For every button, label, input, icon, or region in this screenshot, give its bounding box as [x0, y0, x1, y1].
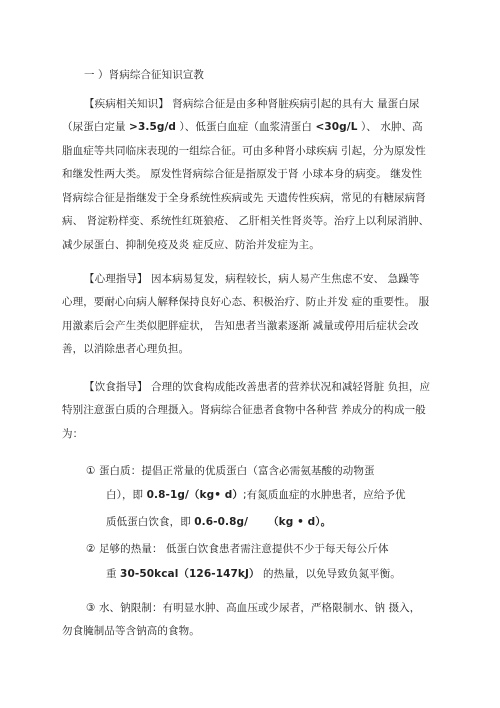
knowledge-paragraph-line-5: 肾病综合征是指继发于全身系统性疾病或先 天遗传性疾病，常见的有糖尿病肾 — [62, 192, 426, 204]
calorie-value: 30-50kcal（126-147kJ） — [120, 568, 260, 580]
diet-paragraph-line-1: 【饮食指导】 合理的饮食构成能改善患者的营养状况和减轻肾脏 负担，应 — [84, 381, 431, 393]
water-sodium-item-line-1: ③ 水、钠限制：有明显水肿、高血压或少尿者，严格限制水、钠 摄入， — [86, 602, 421, 614]
knowledge-paragraph-line-3: 脂血症等共同临床表现的一组综合征。可由多种肾小球疾病 引起，分为原发性 — [62, 145, 426, 157]
psych-paragraph-line-4: 善，以消除患者心理负担。 — [62, 343, 190, 355]
calorie-item-line-1: ② 足够的热量： 低蛋白饮食患者需注意提供不少于每天每公斤体 — [86, 543, 389, 555]
text-run: （尿蛋白定量 — [62, 121, 130, 133]
water-sodium-item-line-2: 勿食腌制品等含钠高的食物。 — [62, 625, 200, 637]
text-run: ）、低蛋白血症（血浆清蛋白 — [176, 121, 316, 133]
protein-intake-value: 0.8-1g/（kg• d） — [146, 489, 243, 501]
protein-item-line-2 — [106, 488, 406, 502]
text-run: ;有氮质血症的水肿患者，应给予优 — [243, 489, 406, 501]
knowledge-paragraph-line-1: 【疾病相关知识】 肾病综合征是由多种肾脏疾病引起的具有大 量蛋白尿 — [84, 98, 420, 110]
text-run: 重 — [106, 568, 121, 580]
psych-paragraph-line-2: 心理，要耐心向病人解释保持良好心态、积极治疗、防止并发 症的重要性。 服 — [62, 296, 430, 308]
protein-item-line-1: ① 蛋白质：提倡正常量的优质蛋白（富含必需氨基酸的动物蛋 — [86, 465, 375, 477]
diet-paragraph-line-2: 特别注意蛋白质的合理摄入。肾病综合征患者食物中各种营 养成分的构成一般 — [62, 404, 426, 416]
albumin-threshold: <30g/L — [315, 121, 358, 133]
knowledge-paragraph-line-4: 和继发性两大类。 原发性肾病综合征是指原发于肾 小球本身的病变。 继发性 — [62, 168, 423, 180]
knowledge-paragraph-line-7: 减少尿蛋白、抑制免疫及炎 症反应、防治并发症为主。 — [62, 239, 320, 251]
protein-item-line-3 — [106, 515, 331, 529]
text-run: 的热量，以免导致负氮平衡。 — [259, 568, 401, 580]
text-run: ）、 水肿、高 — [357, 121, 423, 133]
knowledge-paragraph-line-6: 病、 肾淀粉样变、系统性红斑狼疮、 乙肝相关性肾炎等。治疗上以利尿消肿、 — [62, 215, 430, 227]
diet-paragraph-line-3: 为： — [62, 428, 84, 440]
low-protein-intake-value: 0.6-0.8g/ — [194, 516, 249, 528]
text-run: 白），即 — [106, 489, 147, 501]
text-run: 。 — [320, 516, 332, 528]
proteinuria-threshold: >3.5g/d — [129, 121, 177, 133]
psych-paragraph-line-3: 用激素后会产生类似肥胖症状， 告知患者当激素逐渐 减量或停用后症状会改 — [62, 320, 419, 332]
text-run: 质低蛋白饮食，即 — [106, 516, 195, 528]
section-heading: 一 ）肾病综合征知识宣教 — [84, 69, 205, 81]
knowledge-paragraph-line-2 — [62, 120, 423, 134]
psych-paragraph-line-1: 【心理指导】 因本病易复发，病程较长，病人易产生焦虑不安、 急躁等 — [84, 273, 420, 285]
intake-unit: （kg • d） — [268, 516, 321, 528]
calorie-item-line-2 — [106, 567, 401, 581]
